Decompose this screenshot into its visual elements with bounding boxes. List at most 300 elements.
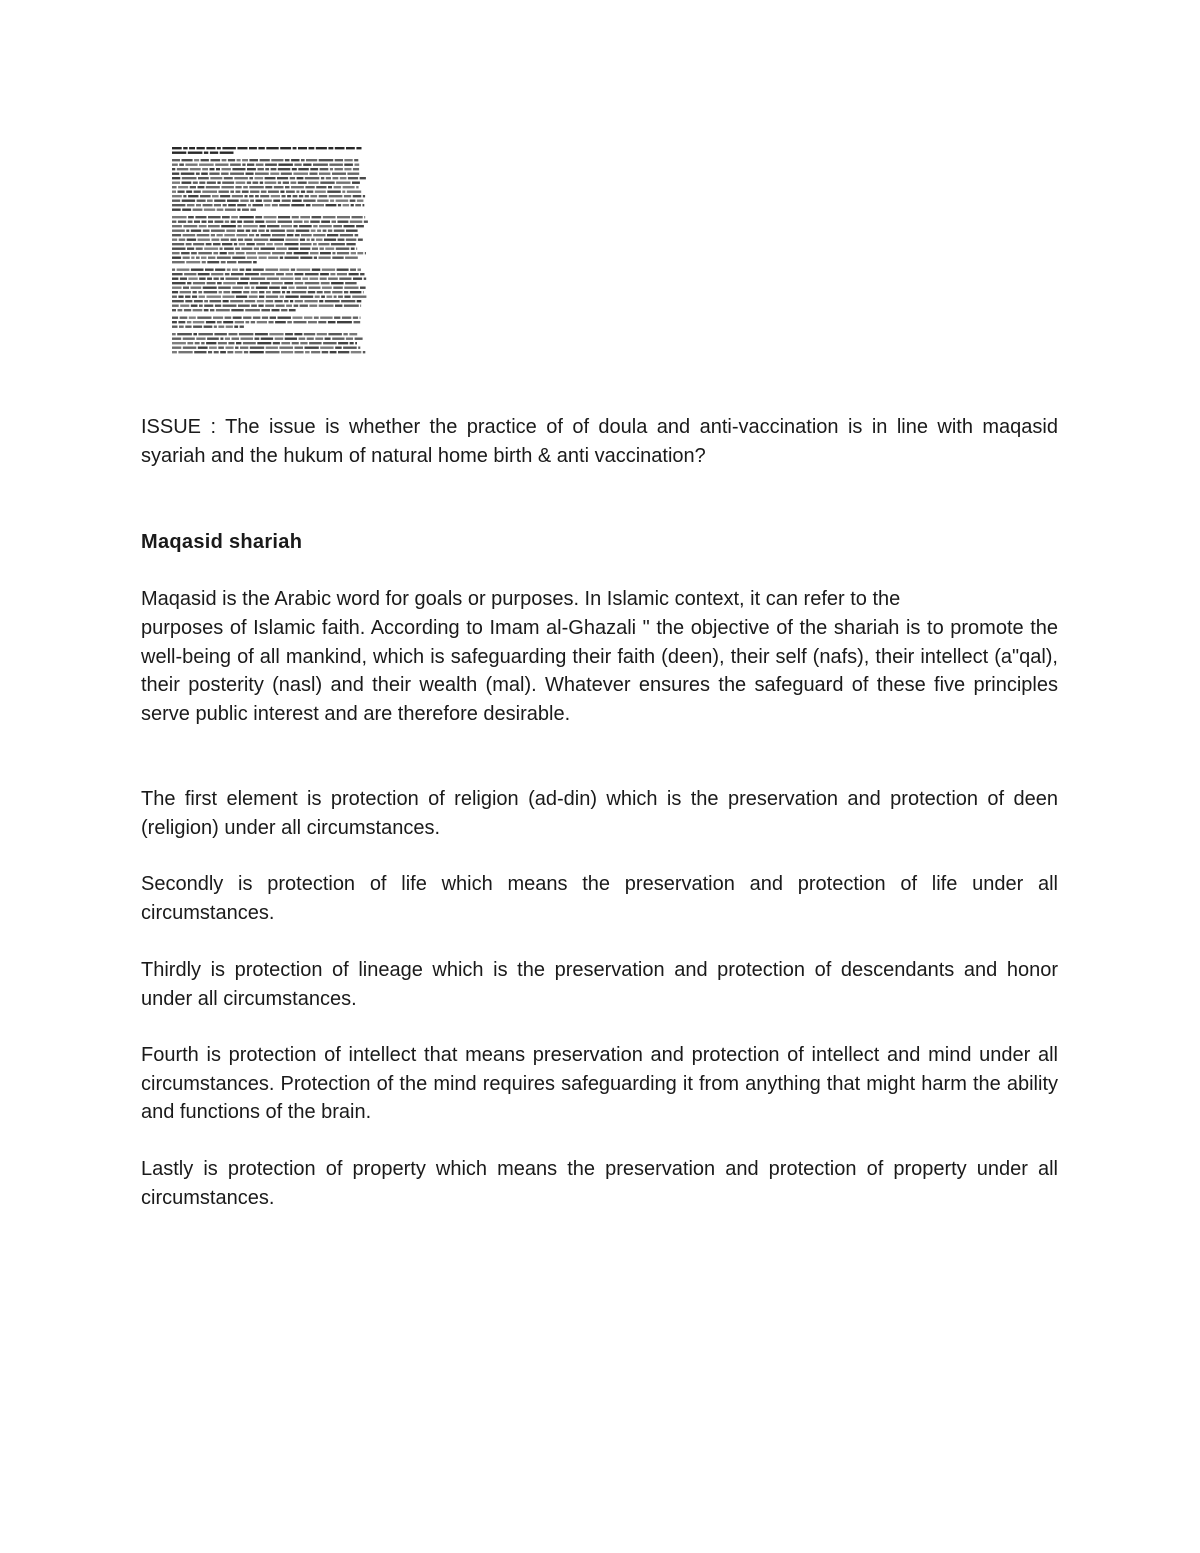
scanned-text-mark (181, 252, 190, 254)
scanned-text-mark (328, 230, 332, 232)
scanned-text-mark (280, 191, 284, 193)
scanned-text-mark (320, 252, 331, 254)
scanned-text-mark (251, 287, 254, 289)
scanned-text-mark (193, 309, 203, 311)
scanned-text-mark (232, 257, 245, 259)
scanned-text-mark (255, 221, 264, 223)
scanned-text-mark (253, 204, 264, 206)
scanned-text-mark (222, 216, 230, 218)
scanned-text-mark (188, 195, 198, 197)
scanned-text-mark (287, 291, 291, 293)
scanned-text-mark (299, 195, 303, 197)
scanned-text-mark (300, 305, 308, 307)
scanned-text-mark (245, 239, 253, 241)
scanned-text-mark (315, 296, 320, 298)
scanned-text-mark (172, 273, 183, 275)
scanned-text-mark (207, 182, 216, 184)
scanned-text-mark (177, 333, 192, 335)
scanned-text-mark (353, 278, 362, 280)
scanned-text-mark (261, 248, 275, 250)
scanned-text-mark (341, 300, 355, 302)
scanned-text-mark (180, 278, 187, 280)
scanned-text-mark (280, 296, 284, 298)
scanned-text-mark (304, 300, 317, 302)
scanned-text-mark (262, 317, 268, 319)
scanned-text-mark (210, 300, 222, 302)
scanned-text-mark (172, 351, 177, 353)
scanned-text-mark (204, 248, 218, 250)
scanned-text-mark (172, 309, 176, 311)
scanned-text-mark (263, 200, 271, 202)
scanned-text-mark (290, 300, 293, 302)
scanned-text-mark (215, 269, 225, 271)
scanned-text-mark (303, 200, 315, 202)
scanned-text-mark (309, 305, 317, 307)
scanned-text-mark (191, 305, 198, 307)
scanned-text-mark (356, 186, 358, 188)
scanned-text-mark (250, 200, 254, 202)
scanned-text-mark (267, 278, 279, 280)
scanned-text-mark (287, 230, 295, 232)
scanned-text-mark (346, 230, 358, 232)
element-lineage-paragraph: Thirdly is protection of lineage which is the preservation and protection of descendants and honor under all circumstances. (141, 959, 1058, 1010)
scanned-text-mark (312, 248, 318, 250)
scanned-text-mark (225, 209, 236, 211)
scanned-text-mark (289, 309, 296, 311)
scanned-text-mark (293, 173, 308, 175)
scanned-text-mark (240, 269, 245, 271)
scanned-text-mark (238, 261, 252, 263)
scanned-text-mark (277, 177, 288, 179)
scanned-text-mark (299, 225, 312, 227)
scanned-text-mark (334, 230, 345, 232)
scanned-text-mark (232, 338, 240, 340)
scanned-text-mark (237, 147, 247, 149)
scanned-text-mark (358, 269, 362, 271)
scanned-text-mark (298, 168, 309, 170)
scanned-text-mark (187, 321, 192, 323)
scanned-text-mark (272, 252, 285, 254)
scanned-text-mark (278, 317, 292, 319)
scanned-text-mark (178, 296, 183, 298)
scanned-text-mark (309, 342, 322, 344)
scanned-text-mark (357, 252, 363, 254)
scanned-text-mark (264, 216, 277, 218)
scanned-text-mark (344, 164, 353, 166)
scanned-text-mark (172, 326, 178, 328)
scanned-text-mark (206, 147, 215, 149)
scanned-text-mark (335, 159, 343, 161)
scanned-text-mark (190, 168, 201, 170)
scanned-text-mark (335, 168, 343, 170)
scanned-text-mark (226, 230, 235, 232)
scanned-text-mark (194, 159, 199, 161)
scanned-text-mark (320, 273, 329, 275)
scanned-text-mark (330, 168, 333, 170)
scanned-text-mark (185, 164, 197, 166)
scanned-text-mark (301, 234, 312, 236)
scanned-text-mark (202, 261, 206, 263)
scanned-text-mark (272, 234, 285, 236)
scanned-text-mark (172, 182, 180, 184)
scanned-text-mark (207, 261, 219, 263)
scanned-text-mark (259, 257, 267, 259)
scanned-text-mark (178, 309, 183, 311)
scanned-text-mark (183, 347, 197, 349)
intro-paragraph: purposes of Islamic faith. According to Imam al-Ghazali " the objective of the shariah is to promote the well-being of all mankind, which is safeguarding their faith (deen), their self (nafs), their intellect (a"qal), their posterity (nasl) and their wealth (mal). Whatever ensures the safeguard of these five principles serve public interest and are therefore desirable. (141, 617, 1058, 725)
scanned-text-mark (203, 230, 210, 232)
scanned-text-mark (228, 204, 236, 206)
scanned-text-mark (294, 273, 303, 275)
scanned-text-mark (179, 164, 184, 166)
scanned-text-mark (340, 177, 347, 179)
scanned-text-mark (287, 195, 291, 197)
scanned-text-mark (184, 309, 191, 311)
scanned-text-mark (293, 147, 297, 149)
scanned-text-mark (274, 186, 284, 188)
scanned-text-mark (330, 200, 334, 202)
scanned-text-mark (338, 296, 343, 298)
scanned-text-mark (204, 326, 213, 328)
scanned-text-mark (331, 243, 345, 245)
scanned-text-mark (345, 257, 358, 259)
scanned-text-mark (267, 243, 273, 245)
scanned-text-mark (217, 234, 223, 236)
scanned-text-mark (218, 287, 231, 289)
scanned-text-mark (183, 257, 190, 259)
scanned-text-mark (285, 243, 299, 245)
scanned-text-mark (323, 230, 327, 232)
scanned-text-mark (186, 191, 192, 193)
scanned-text-mark (336, 182, 350, 184)
scanned-text-mark (310, 173, 318, 175)
scanned-text-mark (235, 347, 238, 349)
scanned-text-mark (293, 321, 306, 323)
scanned-text-mark (247, 164, 254, 166)
scanned-text-mark (333, 225, 342, 227)
scanned-text-mark (172, 243, 184, 245)
scanned-text-mark (242, 159, 248, 161)
scanned-text-mark (186, 261, 200, 263)
scanned-text-mark (270, 239, 284, 241)
scanned-text-mark (227, 269, 231, 271)
scanned-text-mark (180, 291, 191, 293)
scanned-text-mark (203, 204, 213, 206)
scanned-text-mark (343, 347, 357, 349)
scanned-text-mark (183, 225, 197, 227)
scanned-text-mark (256, 234, 259, 236)
scanned-text-mark (338, 342, 348, 344)
scanned-text-mark (300, 257, 312, 259)
scanned-text-mark (350, 342, 354, 344)
scanned-text-mark (249, 234, 254, 236)
scanned-text-mark (214, 278, 219, 280)
scanned-text-mark (198, 252, 212, 254)
scanned-text-mark (352, 182, 360, 184)
scanned-text-mark (226, 326, 233, 328)
scanned-text-mark (255, 195, 259, 197)
scanned-text-mark (213, 243, 221, 245)
scanned-text-mark (193, 326, 202, 328)
scanned-text-mark (227, 261, 236, 263)
scanned-text-mark (265, 269, 278, 271)
scanned-text-mark (248, 204, 251, 206)
scanned-text-mark (206, 342, 216, 344)
scanned-text-mark (215, 221, 224, 223)
scanned-text-mark (365, 252, 366, 254)
scanned-text-mark (260, 273, 274, 275)
scanned-text-mark (172, 321, 177, 323)
scanned-text-mark (179, 326, 184, 328)
scanned-text-mark (234, 243, 237, 245)
scanned-text-mark (211, 159, 221, 161)
scanned-text-mark (172, 225, 182, 227)
scanned-text-mark (311, 230, 316, 232)
scanned-text-mark (280, 269, 290, 271)
scanned-text-mark (220, 248, 223, 250)
scanned-text-mark (241, 248, 252, 250)
scanned-text-mark (307, 191, 314, 193)
scanned-text-mark (260, 182, 263, 184)
scanned-text-mark (221, 261, 226, 263)
scanned-text-mark (286, 273, 293, 275)
scanned-text-mark (250, 351, 264, 353)
scanned-text-mark (349, 333, 357, 335)
scanned-text-mark (315, 191, 326, 193)
scanned-text-mark (265, 305, 274, 307)
scanned-text-mark (343, 204, 350, 206)
scanned-text-mark (253, 317, 261, 319)
scanned-text-mark (233, 317, 242, 319)
scanned-text-mark (242, 209, 249, 211)
scanned-text-mark (191, 230, 201, 232)
scanned-text-mark (210, 152, 218, 154)
scanned-text-mark (292, 168, 297, 170)
scanned-text-mark (291, 159, 299, 161)
scanned-text-mark (338, 204, 341, 206)
scanned-text-mark (320, 347, 333, 349)
scanned-text-mark (343, 186, 355, 188)
scanned-text-mark (208, 257, 215, 259)
scanned-text-mark (266, 221, 276, 223)
scanned-text-mark (223, 300, 229, 302)
scanned-text-mark (291, 186, 304, 188)
scanned-text-mark (294, 333, 302, 335)
scanned-text-mark (214, 326, 217, 328)
scanned-text-mark (215, 164, 228, 166)
scanned-text-mark (211, 234, 215, 236)
scanned-text-mark (223, 305, 237, 307)
scanned-text-mark (320, 168, 329, 170)
scanned-text-mark (183, 195, 186, 197)
scanned-text-mark (172, 168, 175, 170)
scanned-text-mark (231, 273, 244, 275)
scanned-text-mark (321, 296, 325, 298)
scanned-text-mark (328, 147, 333, 149)
scanned-text-mark (305, 347, 319, 349)
scanned-text-mark (293, 195, 298, 197)
scanned-text-mark (275, 338, 284, 340)
scanned-text-mark (195, 342, 200, 344)
scanned-text-mark (172, 296, 177, 298)
scanned-text-mark (253, 261, 257, 263)
scanned-text-mark (265, 168, 269, 170)
scanned-text-mark (245, 309, 260, 311)
scanned-text-mark (319, 300, 323, 302)
scanned-text-mark (224, 177, 233, 179)
scanned-text-mark (199, 182, 205, 184)
scanned-text-mark (184, 273, 196, 275)
scanned-text-mark (351, 204, 354, 206)
scanned-text-mark (255, 177, 264, 179)
scanned-text-mark (253, 269, 264, 271)
scanned-text-mark (230, 300, 243, 302)
scanned-text-mark (315, 338, 323, 340)
scanned-text-mark (314, 257, 317, 259)
scanned-text-mark (182, 209, 191, 211)
scanned-text-mark (301, 191, 305, 193)
scanned-text-mark (279, 347, 293, 349)
scanned-text-mark (193, 291, 197, 293)
scanned-text-mark (331, 282, 344, 284)
scanned-text-mark (204, 300, 208, 302)
scanned-text-mark (291, 204, 304, 206)
scanned-text-mark (286, 252, 292, 254)
scanned-text-mark (360, 305, 361, 307)
scanned-text-mark (181, 173, 195, 175)
scanned-text-mark (346, 243, 355, 245)
scanned-text-mark (196, 248, 203, 250)
scanned-text-mark (327, 296, 333, 298)
scanned-text-mark (281, 342, 290, 344)
scanned-text-mark (211, 230, 225, 232)
scanned-text-mark (221, 173, 229, 175)
scanned-text-mark (256, 164, 264, 166)
scanned-text-mark (281, 309, 287, 311)
scanned-text-mark (320, 317, 332, 319)
element-property-paragraph: Lastly is protection of property which means the preservation and protection of property under all circumstances. (141, 1158, 1058, 1209)
scanned-text-mark (225, 221, 229, 223)
scanned-text-mark (236, 252, 245, 254)
scanned-text-mark (266, 230, 269, 232)
scanned-text-mark (202, 191, 217, 193)
scanned-text-mark (221, 186, 234, 188)
scanned-text-mark (364, 216, 365, 218)
scanned-text-mark (272, 204, 278, 206)
scanned-text-mark (217, 147, 221, 149)
scanned-text-mark (197, 147, 205, 149)
scanned-text-mark (198, 291, 202, 293)
scanned-text-mark (219, 191, 229, 193)
scanned-text-mark (305, 186, 314, 188)
scanned-text-mark (364, 221, 368, 223)
scanned-text-mark (198, 273, 210, 275)
scanned-text-mark (224, 234, 235, 236)
scanned-text-mark (172, 252, 180, 254)
scanned-text-mark (172, 221, 176, 223)
scanned-text-mark (250, 209, 256, 211)
scanned-text-mark (287, 321, 292, 323)
scanned-text-mark (177, 269, 190, 271)
scanned-text-mark (332, 338, 344, 340)
scanned-text-mark (285, 296, 298, 298)
scanned-text-mark (178, 221, 186, 223)
scanned-text-mark (198, 239, 210, 241)
scanned-text-mark (204, 305, 213, 307)
scanned-text-mark (319, 195, 328, 197)
scanned-text-mark (244, 351, 248, 353)
scanned-text-mark (201, 159, 209, 161)
scanned-text-mark (237, 282, 248, 284)
scanned-text-mark (218, 326, 224, 328)
scanned-text-mark (352, 296, 366, 298)
scanned-text-mark (182, 182, 192, 184)
scanned-text-mark (337, 269, 349, 271)
scanned-text-mark (260, 195, 269, 197)
scanned-text-mark (338, 221, 349, 223)
scanned-text-mark (281, 351, 293, 353)
scanned-text-mark (360, 273, 364, 275)
scanned-text-mark (196, 204, 201, 206)
scanned-text-mark (189, 147, 195, 149)
scanned-text-mark (271, 282, 283, 284)
section-heading: Maqasid shariah (141, 531, 303, 553)
scanned-text-mark (208, 351, 212, 353)
scanned-text-mark (323, 342, 337, 344)
scanned-text-mark (269, 287, 280, 289)
scanned-text-mark (328, 321, 336, 323)
scanned-text-mark (236, 342, 241, 344)
scanned-text-mark (294, 221, 303, 223)
scanned-text-mark (332, 257, 343, 259)
scanned-text-mark (320, 182, 334, 184)
scanned-text-mark (237, 230, 244, 232)
scanned-text-mark (183, 287, 189, 289)
scanned-text-mark (285, 257, 299, 259)
scanned-text-mark (172, 305, 179, 307)
scanned-text-mark (232, 291, 242, 293)
scanned-text-mark (311, 351, 320, 353)
scanned-text-mark (198, 177, 209, 179)
scanned-text-mark (355, 338, 363, 340)
scanned-text-mark (235, 248, 240, 250)
scanned-text-mark (235, 351, 243, 353)
scanned-text-mark (204, 309, 209, 311)
scanned-text-mark (329, 164, 343, 166)
scanned-text-mark (195, 216, 206, 218)
scanned-text-mark (282, 195, 286, 197)
scanned-text-mark (326, 204, 337, 206)
scanned-text-mark (236, 191, 241, 193)
scanned-text-mark (344, 287, 358, 289)
scanned-text-mark (245, 300, 256, 302)
scanned-text-mark (189, 317, 196, 319)
scanned-text-mark (336, 200, 349, 202)
scanned-text-mark (300, 239, 305, 241)
scanned-text-mark (321, 282, 330, 284)
scanned-text-mark (268, 257, 278, 259)
scanned-text-mark (348, 177, 358, 179)
scanned-text-mark (199, 296, 205, 298)
scanned-text-mark (324, 239, 336, 241)
scanned-text-mark (207, 200, 213, 202)
scanned-text-mark (240, 200, 248, 202)
scanned-text-mark (237, 204, 246, 206)
scanned-text-mark (305, 195, 309, 197)
scanned-text-mark (226, 278, 239, 280)
scanned-text-mark (209, 173, 219, 175)
scanned-text-mark (355, 204, 361, 206)
